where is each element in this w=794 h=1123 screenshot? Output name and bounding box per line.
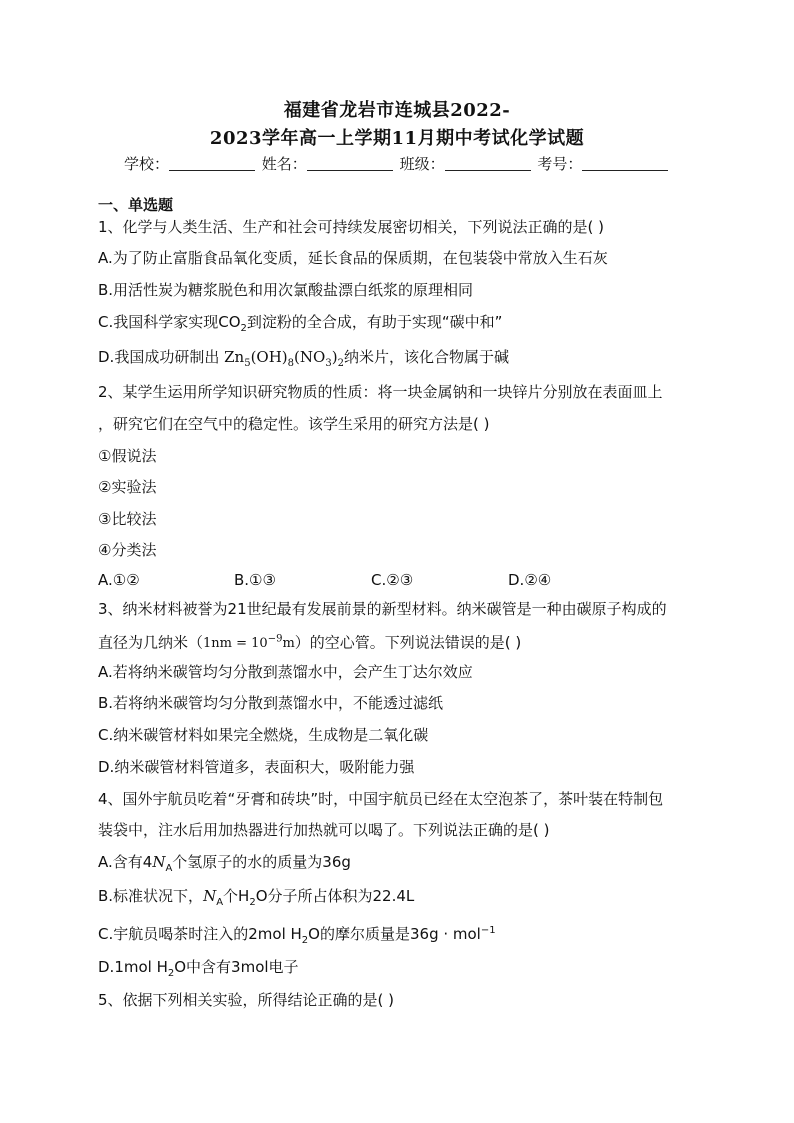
q4-b-text: B.标准状况下，: [98, 887, 204, 905]
q2-option-b: B.①③: [234, 571, 276, 589]
school-blank[interactable]: [169, 156, 255, 171]
q1-option-a: A.为了防止富脂食品氧化变质，延长食品的保质期，在包装袋中常放入生石灰: [98, 249, 608, 267]
q4-a-na: N: [152, 853, 166, 871]
q3-option-c: C.纳米碳管材料如果完全燃烧，生成物是二氧化碳: [98, 726, 429, 744]
number-blank[interactable]: [582, 156, 668, 171]
q3-nm-formula: [203, 636, 295, 651]
q4-c-text2: O的摩尔质量是36g · mol: [308, 925, 481, 943]
q4-d-sub: 2: [167, 968, 175, 979]
name-label: 姓名：: [261, 155, 307, 173]
q1-d-text: D.我国成功研制出: [98, 348, 220, 366]
formula-no3: (NO: [294, 348, 326, 366]
class-blank[interactable]: [445, 156, 531, 171]
number-label: 考号：: [537, 155, 583, 173]
q1-option-b: B.用活性炭为糖浆脱色和用次氯酸盐漂白纸浆的原理相同: [98, 281, 474, 299]
q4-option-d: [98, 957, 299, 984]
q1-d-formula: [224, 348, 344, 369]
q3-stem-text: 直径为几纳米（: [98, 633, 204, 652]
q4-stem-line1: 4、国外宇航员吃着“牙膏和砖块”时，中国宇航员已经在太空泡茶了，茶叶装在特制包: [98, 790, 664, 808]
nm-formula-base: 1nm = 10: [203, 636, 268, 652]
formula-close: ): [331, 348, 338, 366]
school-label: 学校：: [124, 155, 170, 173]
q4-a-text: A.含有4: [98, 853, 153, 871]
q4-b-h2o-sub: 2: [249, 897, 256, 908]
q3-option-a: A.若将纳米碳管均匀分散到蒸馏水中，会产生丁达尔效应: [98, 663, 473, 681]
q4-b-na: N: [203, 887, 217, 905]
nm-formula-unit: m: [282, 636, 295, 652]
q4-b-text2: 个H: [223, 887, 250, 905]
q4-d-text2: O中含有3mol电子: [174, 958, 299, 976]
q3-stem-line1: 3、纳米材料被誉为21世纪最有发展前景的新型材料。纳米碳管是一种由碳原子构成的: [98, 600, 667, 618]
formula-close-sub: 2: [337, 358, 344, 369]
q5-stem: 5、依据下列相关实验，所得结论正确的是( ): [98, 991, 395, 1009]
q2-option-c: C.②③: [371, 571, 414, 589]
q4-b-na-sub: A: [216, 897, 224, 908]
q3-option-d: D.纳米碳管材料管道多，表面积大，吸附能力强: [98, 758, 415, 776]
q2-option-d: D.②④: [508, 571, 552, 589]
q1-c-sub: 2: [240, 323, 247, 334]
exam-title-line2: 2023学年高一上学期11月期中考试化学试题: [209, 128, 585, 149]
q2-stem-line1: 2、某学生运用所学知识研究物质的性质：将一块金属钠和一块锌片分别放在表面皿上: [98, 383, 663, 401]
student-info-fields: [124, 153, 670, 174]
q2-item-4: ④分类法: [98, 541, 157, 559]
q4-c-sub: 2: [301, 935, 309, 946]
q3-stem-line2: [98, 630, 521, 654]
q3-option-b: B.若将纳米碳管均匀分散到蒸馏水中，不能透过滤纸: [98, 694, 444, 712]
formula-oh: (OH): [250, 348, 288, 366]
class-label: 班级：: [399, 155, 445, 173]
q4-a-na-sub: A: [165, 863, 173, 874]
q4-option-c: [98, 921, 496, 951]
formula-oh-sub: 8: [287, 358, 295, 369]
q4-c-text: C.宇航员喝茶时注入的2mol H: [98, 925, 302, 943]
q1-option-d: [98, 347, 509, 374]
q4-a-text2: 个氢原子的水的质量为36g: [172, 853, 351, 871]
q4-c-sup: −1: [480, 925, 496, 936]
q2-stem-line2: ，研究它们在空气中的稳定性。该学生采用的研究方法是( ): [98, 415, 490, 433]
name-blank[interactable]: [307, 156, 393, 171]
q1-option-c: [98, 312, 502, 339]
q2-item-2: ②实验法: [98, 478, 157, 496]
q4-option-b: [98, 886, 414, 913]
exam-title-line1: 福建省龙岩市连城县2022-: [283, 100, 511, 121]
formula-no3-sub: 3: [325, 358, 332, 369]
q4-d-text: D.1mol H: [98, 958, 168, 976]
q1-c-text2: 到淀粉的全合成，有助于实现“碳中和”: [246, 313, 503, 331]
q1-d-text2: 纳米片，该化合物属于碱: [343, 348, 509, 366]
q2-item-1: ①假说法: [98, 447, 157, 465]
q4-stem-line2: 装袋中，注水后用加热器进行加热就可以喝了。下列说法正确的是( ): [98, 821, 550, 839]
q4-b-text3: O分子所占体积为22.4L: [255, 887, 415, 905]
q1-c-text: C.我国科学家实现CO: [98, 313, 241, 331]
q2-item-3: ③比较法: [98, 510, 157, 528]
q4-option-a: [98, 852, 351, 879]
q1-stem: 1、化学与人类生活、生产和社会可持续发展密切相关，下列说法正确的是( ): [98, 218, 605, 236]
q2-option-a: A.①②: [98, 571, 140, 589]
formula-zn: Zn: [224, 348, 245, 366]
section-title: 一、单选题: [98, 196, 174, 214]
formula-zn-sub: 5: [244, 358, 251, 369]
q3-stem-text2: ）的空心管。下列说法错误的是( ): [294, 633, 522, 652]
nm-formula-exp: −9: [267, 634, 283, 645]
